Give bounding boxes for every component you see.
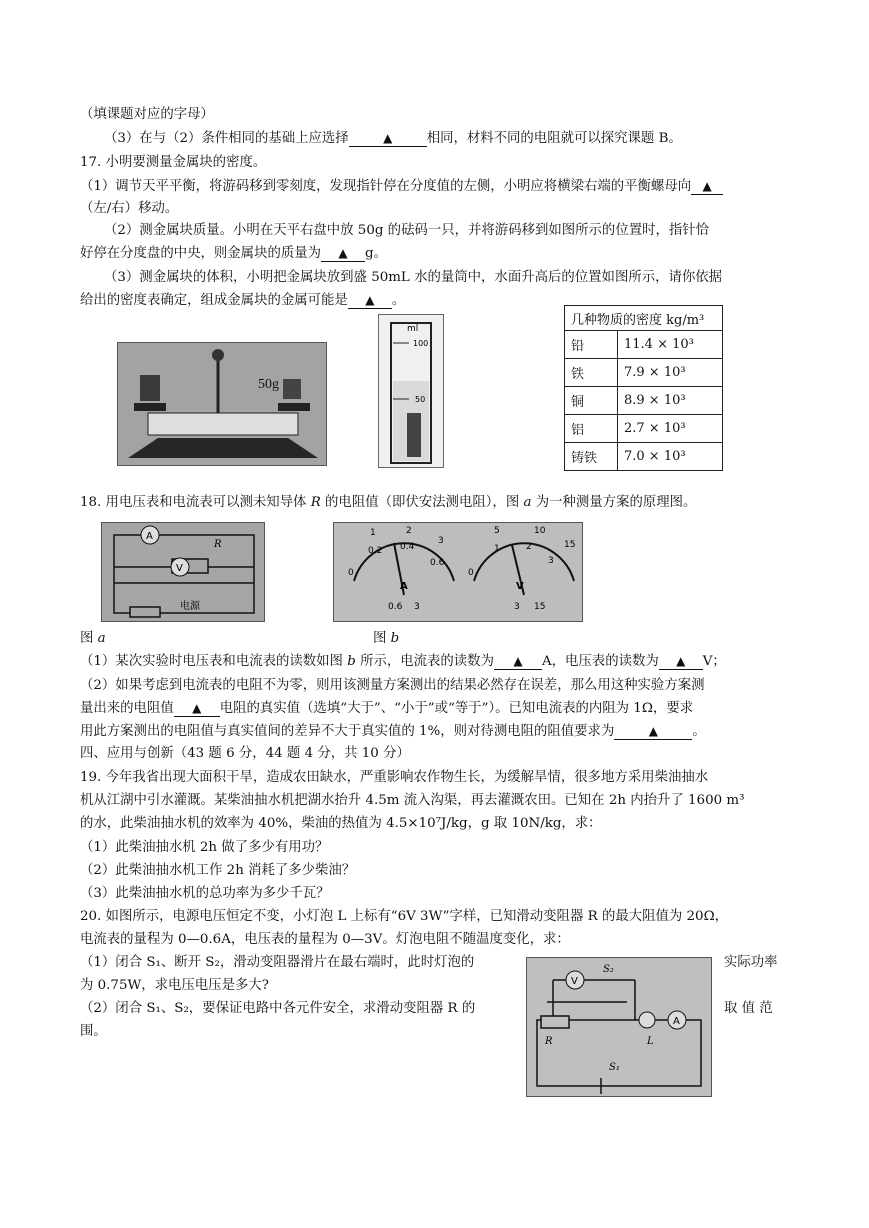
cyl-100: 100 <box>413 339 429 348</box>
q16-3: （3）在与（2）条件相同的基础上应选择 ▲ 相同，材料不同的电阻就可以探究课题 B。 <box>104 131 682 146</box>
c20-lamp: L <box>647 1036 654 1047</box>
q19-3: （3）此柴油抽水机的总功率为多少千瓦？ <box>80 886 330 901</box>
answer-blank[interactable]: ▲ <box>494 654 542 670</box>
section-heading: 四、应用与创新（43 题 6 分，44 题 4 分，共 10 分） <box>80 746 410 761</box>
ammeter-symbol: A <box>146 531 153 542</box>
c20-s1: S₁ <box>609 1062 620 1073</box>
material-name: 铸铁 <box>565 443 618 471</box>
answer-instruction: （填课题对应的字母） <box>80 107 214 122</box>
volt-tick: 1 <box>494 544 500 554</box>
meters-b-figure <box>333 522 583 622</box>
volt-tick: 2 <box>526 542 532 552</box>
answer-blank[interactable]: ▲ <box>614 724 692 740</box>
q20-1-right: 实际功率 <box>724 955 778 970</box>
meters-b-drawing <box>334 523 582 621</box>
density-value: 2.7 × 10³ <box>618 415 723 443</box>
q18-1: （1）某次实验时电压表和电流表的读数如图 b 所示，电流表的读数为 ▲ A，电压表的读数为 ▲ V； <box>80 654 726 669</box>
q19-text: 的水，此柴油抽水机的效率为 40%，柴油的热值为 4.5×10⁷J/kg，g 取 10N/kg，求： <box>80 816 602 831</box>
answer-blank[interactable]: ▲ <box>659 654 703 670</box>
volt-tick: 15 <box>564 540 576 550</box>
q17-3-cont: 给出的密度表确定，组成金属块的金属可能是 ▲ 。 <box>80 293 406 308</box>
volt-tick: 3 <box>548 556 554 566</box>
q18-2-cont: 量出来的电阻值 ▲ 电阻的真实值（选填“大于”、“小于”或“等于”）。已知电流表的内阻为 1Ω，要求 <box>80 701 694 716</box>
amm-terminal: 0.6 <box>388 602 403 612</box>
c20-ammeter: A <box>673 1016 680 1027</box>
material-name: 铜 <box>565 387 618 415</box>
amm-tick: 3 <box>438 536 444 546</box>
q17-1-cont: （左/右）移动。 <box>80 201 179 216</box>
cylinder-figure <box>378 314 444 468</box>
circuit-20-drawing <box>527 958 711 1096</box>
answer-blank[interactable]: ▲ <box>348 293 392 309</box>
answer-blank[interactable]: ▲ <box>349 131 427 147</box>
material-name: 铁 <box>565 359 618 387</box>
q20-2-cont: 围。 <box>80 1024 107 1039</box>
volt-tick: 0 <box>468 568 474 578</box>
figure-b-caption: 图 b <box>373 631 400 646</box>
mass-label: 50g <box>258 377 279 392</box>
source-label: 电源 <box>180 601 200 612</box>
cyl-unit: ml <box>407 324 419 334</box>
voltmeter-symbol: V <box>176 563 183 574</box>
density-value: 8.9 × 10³ <box>618 387 723 415</box>
amm-tick: 0.4 <box>400 542 415 552</box>
table-row <box>565 387 723 415</box>
volt-tick: 5 <box>494 526 500 536</box>
q19-1: （1）此柴油抽水机 2h 做了多少有用功？ <box>80 840 329 855</box>
q17-1: （1）调节天平平衡，将游码移到零刻度，发现指针停在分度值的左侧，小明应将横梁右端的平衡螺母向 ▲ <box>80 178 723 196</box>
table-row <box>565 415 723 443</box>
volt-terminal: 15 <box>534 602 546 612</box>
amm-tick: 0.2 <box>368 546 383 556</box>
table-row <box>565 443 723 471</box>
cylinder-drawing <box>379 315 443 467</box>
amm-terminal: 3 <box>414 602 420 612</box>
q20-1-cont: 为 0.75W，求电压电压是多大? <box>80 978 269 993</box>
density-value: 7.0 × 10³ <box>618 443 723 471</box>
q19-text: 机从江湖中引水灌溉。某柴油抽水机把湖水抬升 4.5m 流入沟渠，再去灌溉农田。已知在 2h 内抬升了 1600 m³ <box>80 793 745 808</box>
volt-unit: V <box>516 581 524 592</box>
q17-2: （2）测金属块质量。小明在天平右盘中放 50g 的砝码一只，并将游码移到如图所示的位置时，指针恰 <box>104 223 710 238</box>
density-value: 7.9 × 10³ <box>618 359 723 387</box>
q19-2: （2）此柴油抽水机工作 2h 消耗了多少柴油？ <box>80 863 356 878</box>
figure-a-caption: 图 a <box>80 631 106 646</box>
q20-1: （1）闭合 S₁、断开 S₂，滑动变阻器滑片在最右端时，此时灯泡的 <box>80 955 475 970</box>
density-table <box>564 305 723 471</box>
table-row <box>565 359 723 387</box>
material-name: 铅 <box>565 331 618 359</box>
q20-2: （2）闭合 S₁、S₂，要保证电路中各元件安全，求滑动变阻器 R 的 <box>80 1001 476 1016</box>
q18-title: 18. 用电压表和电流表可以测未知导体 R 的电阻值（即伏安法测电阻），图 a 为一种测量方案的原理图。 <box>80 495 697 510</box>
q20-text: 电流表的量程为 0—0.6A，电压表的量程为 0—3V。灯泡电阻不随温度变化，求： <box>80 932 570 947</box>
c20-s2: S₂ <box>603 964 614 975</box>
q20-text: 20. 如图所示，电源电压恒定不变，小灯泡 L 上标有“6V 3W”字样，已知滑动变阻器 R 的最大阻值为 20Ω， <box>80 909 729 924</box>
q18-2: （2）如果考虑到电流表的电阻不为零，则用该测量方案测出的结果必然存在误差，那么用这种实验方案测 <box>80 678 705 693</box>
c20-rheostat: R <box>545 1036 553 1047</box>
q17-title: 17. 小明要测量金属块的密度。 <box>80 155 267 170</box>
balance-figure <box>117 342 327 466</box>
amm-tick: 1 <box>370 528 376 538</box>
density-table-header: 几种物质的密度 kg/m³ <box>565 306 723 331</box>
q19-text: 19. 今年我省出现大面积干旱，造成农田缺水，严重影响农作物生长，为缓解旱情，很多地方采用柴油抽水 <box>80 770 709 785</box>
q17-3: （3）测金属块的体积，小明把金属块放到盛 50mL 水的量筒中，水面升高后的位置如图所示，请你依据 <box>104 270 723 285</box>
q20-2-right: 取 值 范 <box>724 1001 773 1016</box>
q17-2-cont: 好停在分度盘的中央，则金属块的质量为 ▲ g。 <box>80 246 387 261</box>
circuit-20-figure <box>526 957 712 1097</box>
c20-voltmeter: V <box>571 976 578 987</box>
circuit-a-drawing <box>102 523 264 621</box>
amm-tick: 0 <box>348 568 354 578</box>
volt-tick: 10 <box>534 526 546 536</box>
amm-tick: 2 <box>406 526 412 536</box>
resistor-label: R <box>214 539 222 550</box>
q18-2-cont2: 用此方案测出的电阻值与真实值间的差异不大于真实值的 1%，则对待测电阻的阻值要求为 ▲ 。 <box>80 724 706 739</box>
balance-drawing <box>118 343 326 465</box>
answer-blank[interactable]: ▲ <box>174 701 220 717</box>
density-value: 11.4 × 10³ <box>618 331 723 359</box>
material-name: 铝 <box>565 415 618 443</box>
volt-terminal: 3 <box>514 602 520 612</box>
amm-tick: 0.6 <box>430 558 445 568</box>
amm-unit: A <box>400 581 408 592</box>
circuit-a-figure <box>101 522 265 622</box>
answer-blank[interactable]: ▲ <box>691 179 723 195</box>
answer-blank[interactable]: ▲ <box>321 246 365 262</box>
cyl-50: 50 <box>415 395 426 404</box>
table-row <box>565 331 723 359</box>
